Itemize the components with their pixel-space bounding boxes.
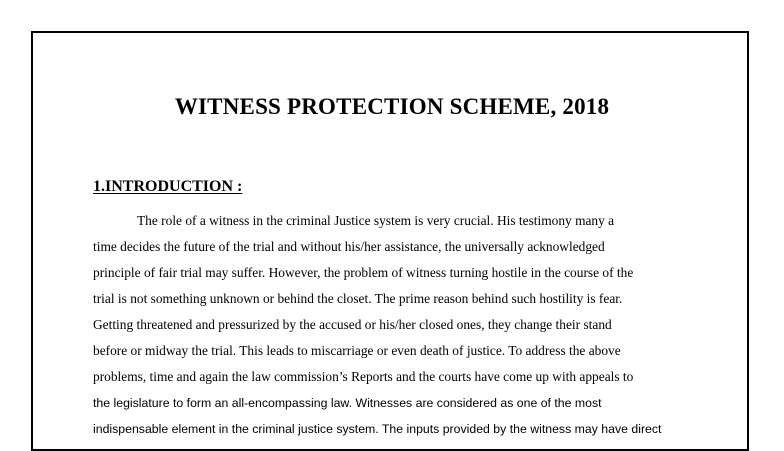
section-heading: 1.INTRODUCTION : bbox=[93, 178, 243, 195]
paragraph-line: indispensable element in the criminal justice system. The inputs provided by the witness may have direct bbox=[93, 422, 662, 436]
introduction-paragraph bbox=[93, 211, 713, 445]
paragraph-line: before or midway the trial. This leads to miscarriage or even death of justice. To address the above bbox=[93, 343, 621, 358]
paragraph-line: problems, time and again the law commission’s Reports and the courts have come up with appeals to bbox=[93, 369, 634, 384]
paragraph-line: time decides the future of the trial and without his/her assistance, the universally acknowledged bbox=[93, 239, 605, 254]
paragraph-line: the legislature to form an all-encompassing law. Witnesses are considered as one of the most bbox=[93, 396, 602, 410]
paragraph-line: The role of a witness in the criminal Justice system is very crucial. His testimony many a bbox=[137, 213, 615, 228]
paragraph-line: principle of fair trial may suffer. However, the problem of witness turning hostile in the course of the bbox=[93, 265, 634, 280]
paragraph-line: trial is not something unknown or behind the closet. The prime reason behind such hostility is fear. bbox=[93, 291, 623, 306]
paragraph-line: Getting threatened and pressurized by the accused or his/her closed ones, they change their stand bbox=[93, 317, 612, 332]
document-title: WITNESS PROTECTION SCHEME, 2018 bbox=[174, 94, 610, 119]
